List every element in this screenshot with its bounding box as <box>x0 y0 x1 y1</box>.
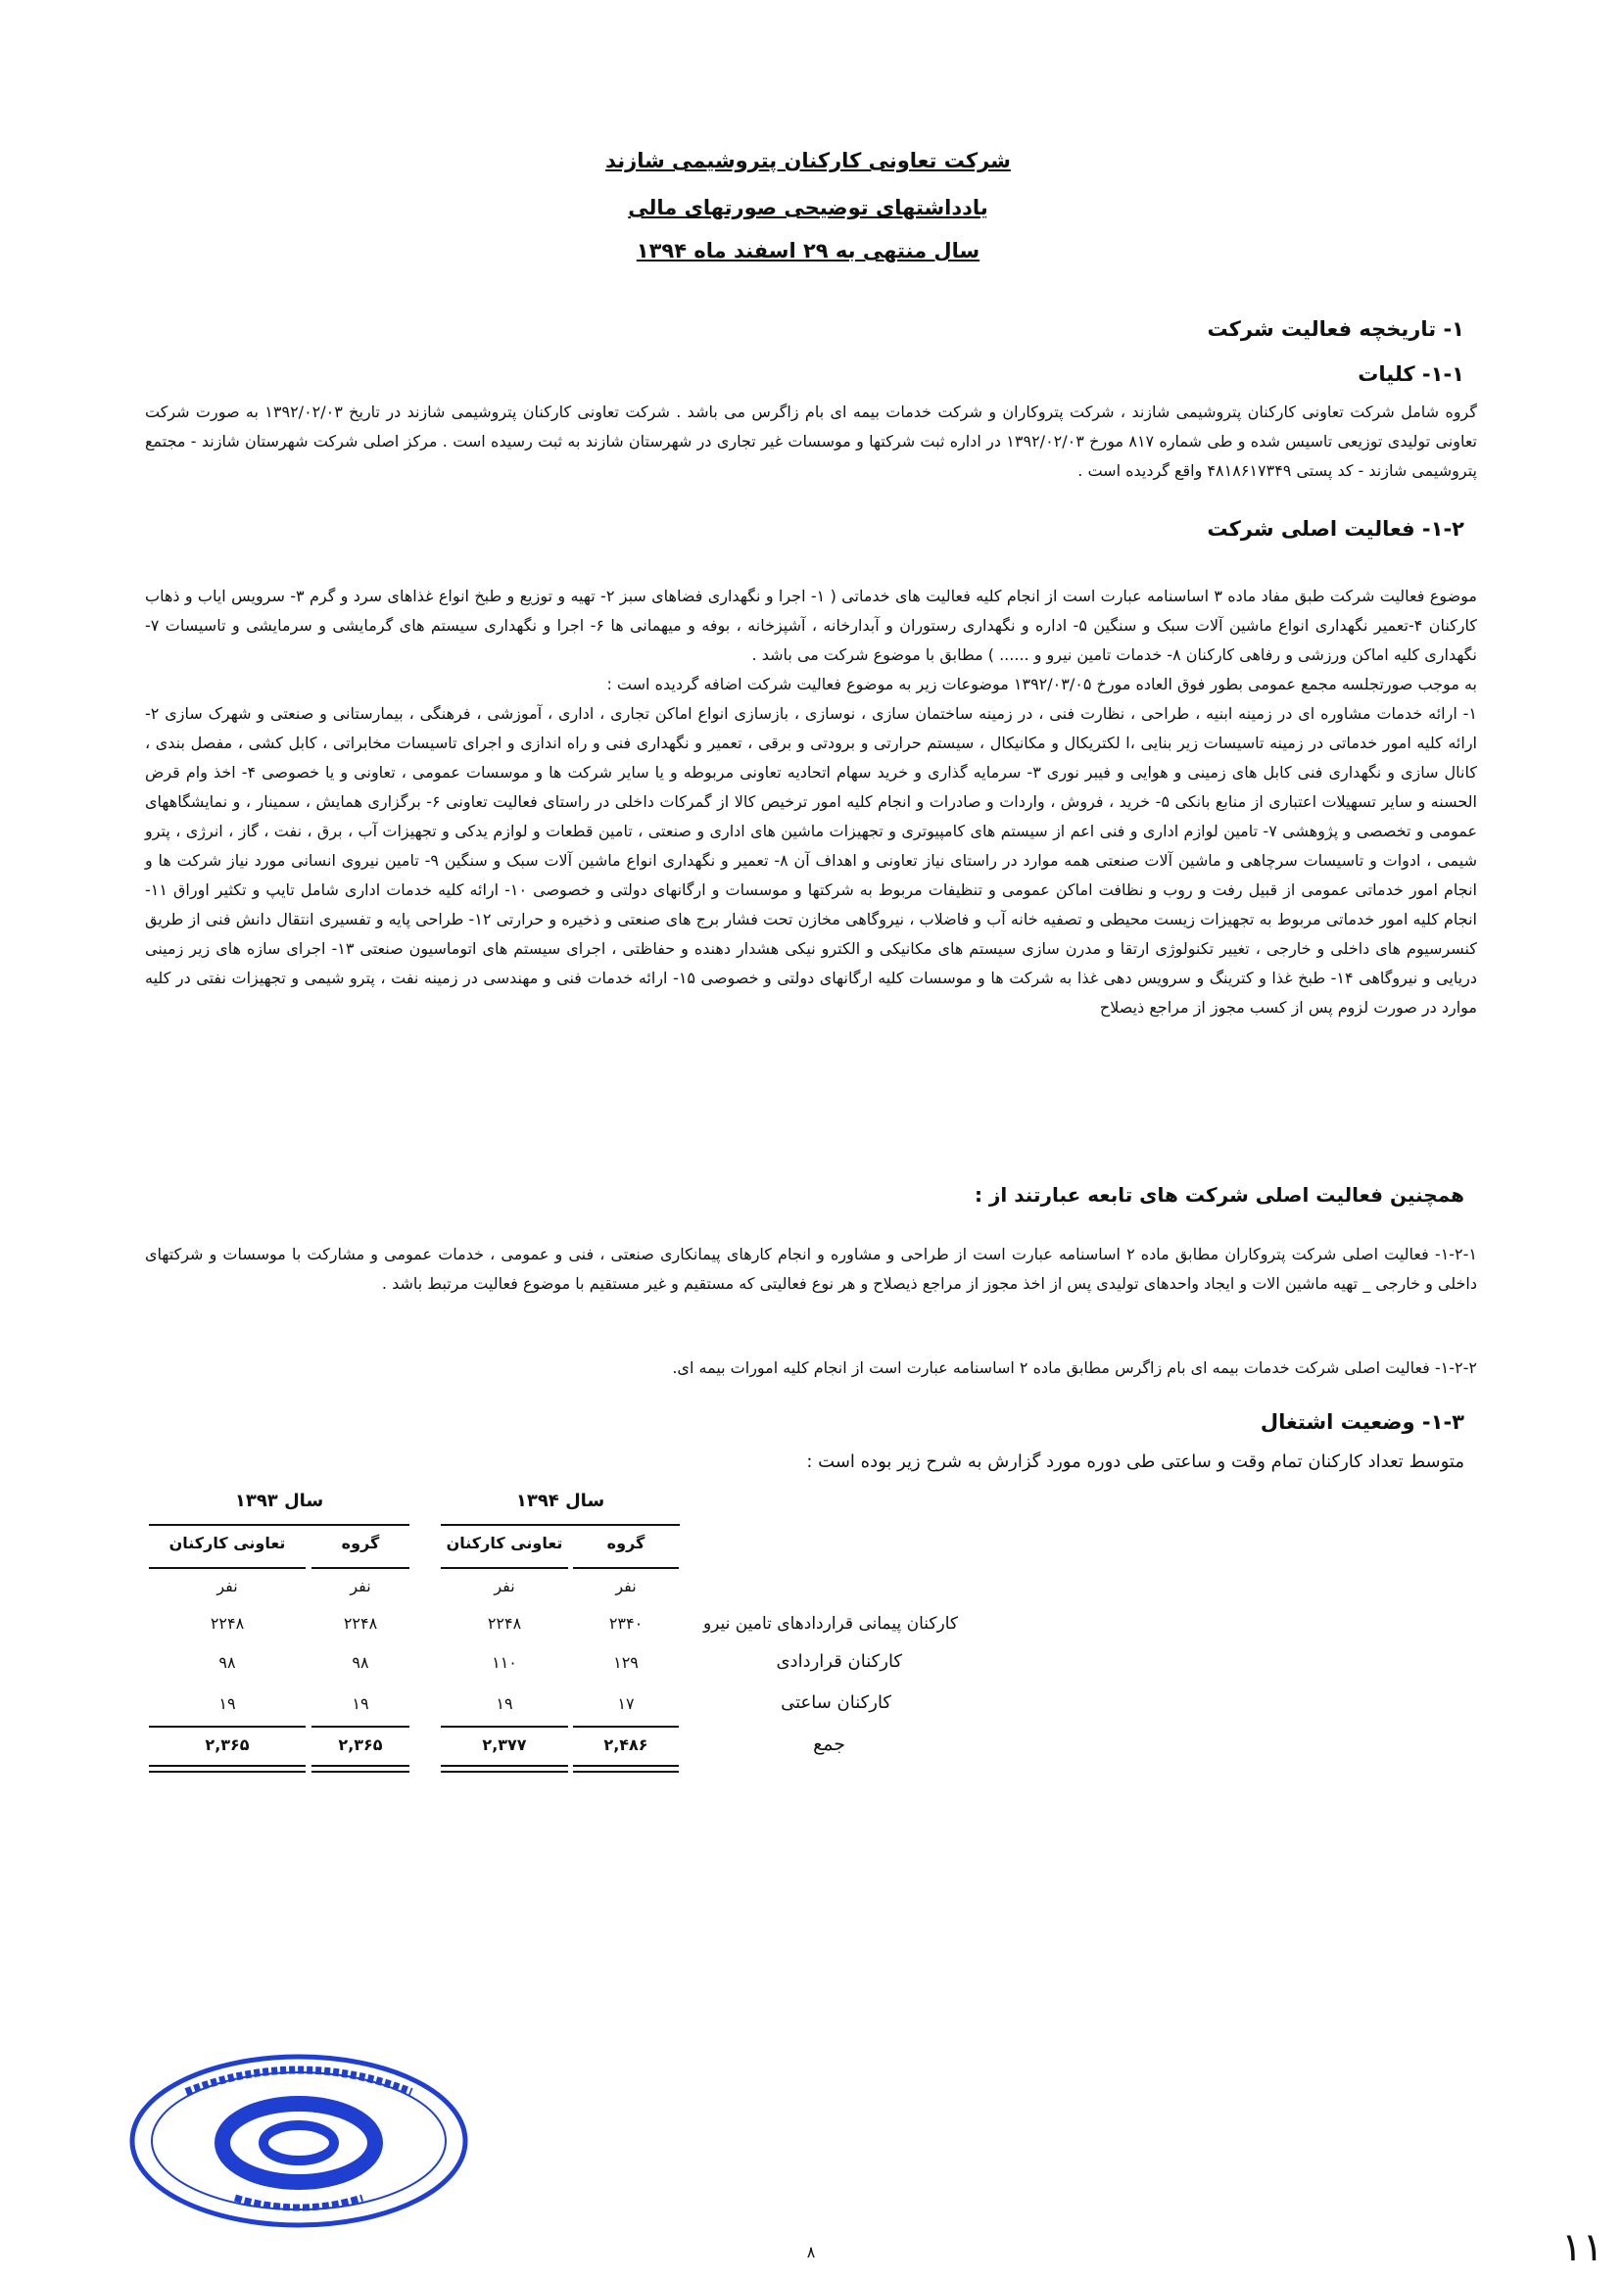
subsidiary-1-text: ۱-۲-۱- فعالیت اصلی شرکت پتروکاران مطابق ماده ۲ اساسنامه عبارت است از طراحی و مشاوره و انجام کارهای پیمانکاری صنعتی ، فنی و عمومی ، خدمات عمومی و مشارکت با موسسات و شرکتهای داخلی و خارجی _ تهیه ماشین الات و ایجاد واحدهای تولیدی پس از اخذ مجوز از مراجع ذیصلاح و هر نوع فعالیتی که مستقیم و غیر مستقیم با موضوع فعالیت مرتبط باشد . <box>145 1245 1478 1293</box>
table-cell: ۹۸ <box>352 1653 369 1672</box>
row-label: کارکنان پیمانی قراردادهای تامین نیرو <box>702 1614 958 1634</box>
general-paragraph <box>145 398 1477 486</box>
col-1394-group: گروه <box>606 1534 645 1552</box>
year-1394-header: سال ۱۳۹۴ <box>515 1491 605 1511</box>
total-double-underline <box>149 1765 306 1773</box>
table-cell: ۱۹ <box>352 1694 369 1713</box>
year-1393-underline <box>149 1524 409 1526</box>
col-1393-coop: تعاونی کارکنان <box>168 1534 286 1552</box>
subsidiary-1-paragraph <box>145 1240 1477 1299</box>
table-cell: ۲۲۴۸ <box>210 1614 245 1633</box>
table-cell: ۱۲۹ <box>613 1653 639 1672</box>
page-number: ۸ <box>806 2243 816 2261</box>
main-activity-text-2: به موجب صورتجلسه مجمع عمومی بطور فوق العاده مورخ ۱۳۹۲/۰۳/۰۵ موضوعات زیر به موضوع فعالیت شرکت اضافه گردیده است : <box>606 675 1477 693</box>
total-cell: ۲,۴۸۶ <box>603 1735 648 1754</box>
total-cell: ۲,۳۷۷ <box>482 1735 527 1754</box>
total-label: جمع <box>813 1734 845 1755</box>
row-label: کارکنان قراردادی <box>776 1651 902 1672</box>
total-double-underline <box>441 1765 568 1773</box>
unit-label: نفر <box>615 1577 637 1595</box>
table-cell: ۱۱۰ <box>492 1653 517 1672</box>
col-1394-coop: تعاونی کارکنان <box>446 1534 563 1552</box>
table-cell: ۱۷ <box>617 1694 635 1713</box>
subsidiary-2-paragraph <box>145 1354 1477 1383</box>
subsidiary-2-text: ۱-۲-۲- فعالیت اصلی شرکت خدمات بیمه ای بام زاگرس مطابق ماده ۲ اساسنامه عبارت است از انجام کلیه امورات بیمه ای. <box>672 1358 1477 1377</box>
unit-label: نفر <box>350 1577 371 1595</box>
table-cell: ۱۹ <box>218 1694 236 1713</box>
unit-label: نفر <box>216 1577 238 1595</box>
table-cell: ۹۸ <box>218 1653 236 1672</box>
subsidiaries-heading: همچنین فعالیت اصلی شرکت های تابعه عبارتند از : <box>974 1183 1464 1207</box>
col-underline <box>441 1567 568 1569</box>
audit-stamp-graphic <box>127 2053 470 2229</box>
year-1394-underline <box>441 1524 680 1526</box>
table-cell: ۲۳۴۰ <box>608 1614 644 1633</box>
main-activity-text-1: موضوع فعالیت شرکت طبق مفاد ماده ۳ اساسنامه عبارت است از انجام کلیه فعالیت های خدماتی ( ۱- اجرا و نگهداری فضاهای سبز ۲- تهیه و توزیع و طبخ انواع غذاهای سرد و گرم ۳- سرویس ایاب و ذهاب کارکنان ۴-تعمیر نگهداری انواع ماشین آلات سبک و سنگین ۵- اداره و نگهداری رستوران و آبدارخانه ، آشپزخانه ، بوفه و میهمانی ها ۶- اجرا و نگهداری سیستم های گرمایشی و سرمایشی و تاسیسات ۷- نگهداری کلیه اماکن ورزشی و رفاهی کارکنان ۸- خدمات تامین نیرو و ...... ) مطابق با موضوع شرکت می باشد . <box>145 587 1478 664</box>
total-rule <box>573 1726 679 1728</box>
period-title: سال منتهی به ۲۹ اسفند ماه ۱۳۹۴ <box>636 239 980 262</box>
total-rule <box>311 1726 409 1728</box>
col-underline <box>311 1567 409 1569</box>
audit-stamp <box>127 2053 470 2229</box>
col-underline <box>573 1567 679 1569</box>
main-activity-paragraph <box>145 582 1477 1022</box>
row-label: کارکنان ساعتی <box>781 1692 891 1713</box>
year-1393-header: سال ۱۳۹۳ <box>234 1491 324 1511</box>
col-underline <box>149 1567 306 1569</box>
total-double-underline <box>573 1765 679 1773</box>
general-text: گروه شامل شرکت تعاونی کارکنان پتروشیمی شازند ، شرکت پتروکاران و شرکت خدمات بیمه ای بام زاگرس می باشد . شرکت تعاونی کارکنان پتروشیمی شازند در تاریخ ۱۳۹۲/۰۲/۰۳ به صورت شرکت تعاونی تولیدی توزیعی تاسیس شده و طی شماره ۸۱۷ مورخ ۱۳۹۲/۰۲/۰۳ در اداره ثبت شرکتها و موسسات غیر تجاری در شهرستان شازند به ثبت رسیده است . مرکز اصلی شرکت شهرستان شازند - مجتمع پتروشیمی شازند - کد پستی ۴۸۱۸۶۱۷۳۴۹ واقع گردیده است . <box>145 403 1478 480</box>
total-cell: ۲,۳۶۵ <box>205 1735 250 1754</box>
company-title: شرکت تعاونی کارکنان پتروشیمی شازند <box>605 149 1011 172</box>
unit-label: نفر <box>494 1577 515 1595</box>
table-cell: ۱۹ <box>496 1694 513 1713</box>
table-cell: ۲۲۴۸ <box>487 1614 522 1633</box>
total-double-underline <box>311 1765 409 1773</box>
main-activity-heading: ۱-۲- فعالیت اصلی شرکت <box>1207 517 1464 541</box>
total-rule <box>149 1726 306 1728</box>
total-rule <box>441 1726 568 1728</box>
document-subtitle: یادداشتهای توضیحی صورتهای مالی <box>628 196 988 219</box>
employment-heading: ۱-۳- وضعیت اشتغال <box>1260 1410 1464 1434</box>
col-1393-group: گروه <box>341 1534 380 1552</box>
corner-mark: ۱۱ <box>1561 2225 1603 2270</box>
total-cell: ۲,۳۶۵ <box>338 1735 383 1754</box>
table-cell: ۲۲۴۸ <box>343 1614 378 1633</box>
general-heading: ۱-۱- کلیات <box>1358 362 1464 386</box>
employment-intro: متوسط تعداد کارکنان تمام وقت و ساعتی طی دوره مورد گزارش به شرح زیر بوده است : <box>806 1451 1464 1472</box>
history-heading: ۱- تاریخچه فعالیت شرکت <box>1207 317 1464 341</box>
main-activity-text-3: ۱- ارائه خدمات مشاوره ای در زمینه ابنیه ، طراحی ، نظارت فنی ، در زمینه ساختمان سازی ، نوسازی ، بازسازی انواع اماکن تجاری ، اداری ، آموزشی ، فرهنگی ، بیمارستانی و صنعتی و شهرک سازی ۲- ارائه کلیه امور خدماتی در زمینه تاسیسات زیر بنایی ،ا لکتریکال و مکانیکال ، سیستم حرارتی و برودتی و برقی ، تعمیر و نگهداری فنی و راه اندازی و اجرای تاسیسات مخابراتی ، کابل کشی ، مفصل بندی ، کانال سازی و نگهداری فنی کابل های زمینی و هوایی و فیبر نوری ۳- سرمایه گذاری و خرید سهام اتحادیه تعاونی مربوطه و یا سایر شرکت ها و موسسات عمومی ، تعاونی و یا خصوصی ۴- اخذ وام قرض الحسنه و سایر تسهیلات اعتباری از منابع بانکی ۵- خرید ، فروش ، واردات و صادرات و انجام کلیه امور ترخیص کالا از گمرکات داخلی در راستای فعالیت تعاونی ۶- برگزاری همایش ، سمینار ، و نمایشگاههای عمومی و تخصصی و پژوهشی ۷- تامین لوازم اداری و فنی اعم از سیستم های کامپیوتری و تجهیزات ماشین های اداری و صنعتی ، تامین قطعات و لوازم یدکی و تجهیزات آب ، برق ، نفت ، گاز ، انرژی ، پترو شیمی ، ادوات و تاسیسات سرچاهی و ماشین آلات صنعتی همه موارد در راستای نیاز تعاونی و اهداف آن ۸- تعمیر و نگهداری انواع ماشین آلات سبک و سنگین ۹- تامین نیروی انسانی مورد نیاز شرکت ها و انجام امور خدماتی عمومی از قبیل رفت و روب و نظافت اماکن عمومی و تنظیفات مربوط به شرکتها و موسسات و ارگانهای دولتی و خصوصی ۱۰- ارائه کلیه خدمات اداری شامل تایپ و تکثیر اوراق ۱۱- انجام کلیه امور خدماتی مربوط به تجهیزات زیست محیطی و تصفیه خانه آب و فاضلاب ، نیروگاهی مخازن تحت فشار برج های صنعتی و ذخیره و حرارتی ۱۲- طراحی پایه و تفسیری انتقال دانش فنی از طریق کنسرسیوم های داخلی و خارجی ، تغییر تکنولوژی ارتقا و مدرن سازی سیستم های مکانیکی و الکترو نیکی هشدار دهنده و حفاظتی ، اجرای سیستم های اتوماسیون صنعتی ۱۳- اجرای سازه های زیر زمینی دریایی و نیروگاهی ۱۴- طبخ غذا و کترینگ و سرویس دهی غذا به شرکت ها و موسسات کلیه ارگانهای دولتی و خصوصی ۱۵- ارائه خدمات فنی و مهندسی در زمینه نفت ، پترو شیمی و تجهیزات نفتی در کلیه موارد در صورت لزوم پس از کسب مجوز از مراجع ذیصلاح <box>145 704 1478 1017</box>
